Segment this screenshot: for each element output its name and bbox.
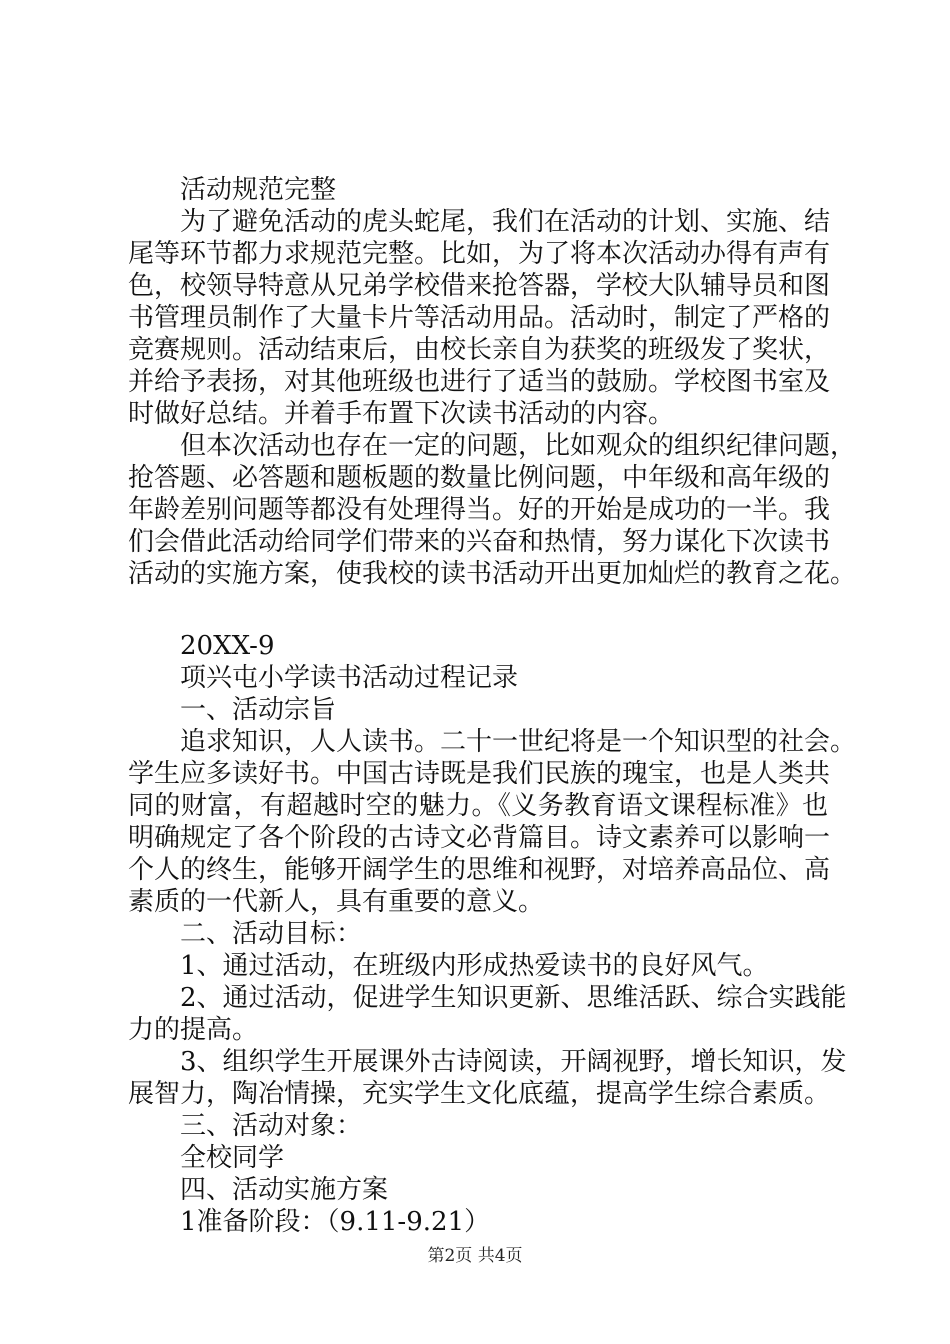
goal-item: 2、通过活动，促进学生知识更新、思维活跃、综合实践能 (180, 983, 847, 1013)
document-body (128, 174, 857, 1238)
stage-item: 1准备阶段：（9.11-9.21） (180, 1207, 491, 1237)
paragraph-line: 但本次活动也存在一定的问题，比如观众的组织纪律问题， (180, 431, 857, 461)
section-heading-purpose: 一、活动宗旨 (180, 695, 337, 725)
paragraph-line: 追求知识，人人读书。二十一世纪将是一个知识型的社会。 (180, 727, 857, 757)
paragraph-line: 活动的实施方案，使我校的读书活动开出更加灿烂的教育之花。 (128, 559, 857, 589)
paragraph-line: 年龄差别问题等都没有处理得当。好的开始是成功的一半。我 (128, 495, 831, 525)
audience-text: 全校同学 (180, 1143, 285, 1173)
paragraph-line: 尾等环节都力求规范完整。比如，为了将本次活动办得有声有 (128, 239, 831, 269)
document-title: 项兴屯小学读书活动过程记录 (180, 663, 519, 693)
goal-item: 3、组织学生开展课外古诗阅读，开阔视野，增长知识，发 (180, 1047, 847, 1077)
paragraph-line: 书管理员制作了大量卡片等活动用品。活动时，制定了严格的 (128, 303, 831, 333)
paragraph-line: 并给予表扬，对其他班级也进行了适当的鼓励。学校图书室及 (128, 367, 831, 397)
section-heading-goals: 二、活动目标： (180, 919, 363, 949)
paragraph-line: 们会借此活动给同学们带来的兴奋和热情，努力谋化下次读书 (128, 527, 831, 557)
goal-item: 1、通过活动，在班级内形成热爱读书的良好风气。 (180, 951, 769, 981)
paragraph-line: 抢答题、必答题和题板题的数量比例问题，中年级和高年级的 (128, 463, 831, 493)
goal-item-continuation: 展智力，陶冶情操，充实学生文化底蕴，提高学生综合素质。 (128, 1079, 831, 1109)
paragraph-line: 学生应多读好书。中国古诗既是我们民族的瑰宝，也是人类共 (128, 759, 831, 789)
spacer (128, 590, 828, 630)
section-heading-activity-standard: 活动规范完整 (180, 175, 337, 205)
paragraph-line: 个人的终生，能够开阔学生的思维和视野，对培养高品位、高 (128, 855, 831, 885)
paragraph-line: 素质的一代新人，具有重要的意义。 (128, 887, 545, 917)
section-heading-plan: 四、活动实施方案 (180, 1175, 389, 1205)
page-footer: 第2页 共4页 (427, 1246, 523, 1266)
section-heading-audience: 三、活动对象： (180, 1111, 363, 1141)
paragraph-line: 同的财富，有超越时空的魅力。《义务教育语文课程标准》也 (128, 791, 828, 821)
paragraph-line: 为了避免活动的虎头蛇尾，我们在活动的计划、实施、结 (180, 207, 831, 237)
paragraph-line: 时做好总结。并着手布置下次读书活动的内容。 (128, 399, 675, 429)
goal-item-continuation: 力的提高。 (128, 1015, 259, 1045)
paragraph-line: 竞赛规则。活动结束后，由校长亲自为获奖的班级发了奖状， (128, 335, 831, 365)
date-line: 20XX-9 (180, 631, 275, 661)
paragraph-line: 色，校领导特意从兄弟学校借来抢答器，学校大队辅导员和图 (128, 271, 831, 301)
paragraph-line: 明确规定了各个阶段的古诗文必背篇目。诗文素养可以影响一 (128, 823, 831, 853)
